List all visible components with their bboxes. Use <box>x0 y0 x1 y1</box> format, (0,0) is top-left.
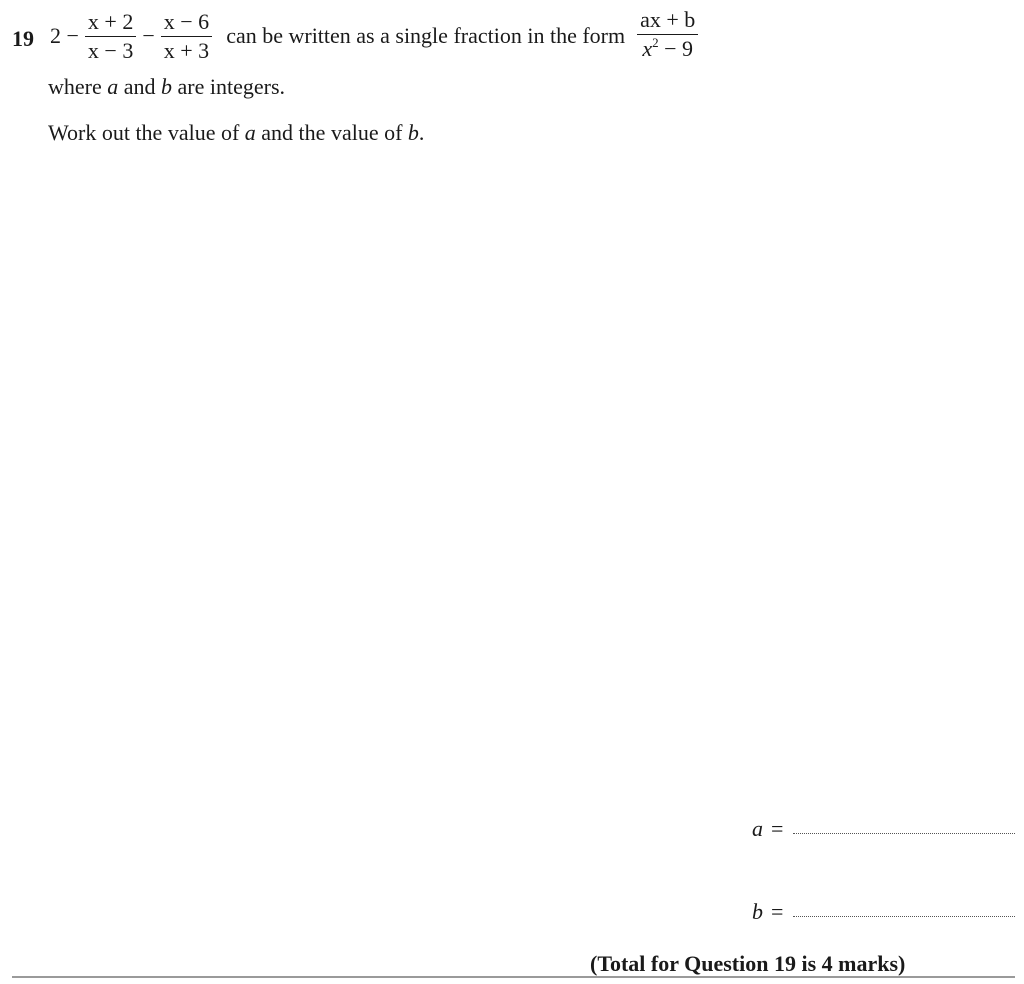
instruction-var-a: a <box>244 120 256 145</box>
form-den-rest: − 9 <box>658 36 694 61</box>
instruction-mid: and the value of <box>255 120 408 145</box>
instruction-prefix: Work out the value of <box>48 120 245 145</box>
answer-a-equals: = <box>771 816 784 841</box>
condition-line <box>48 74 285 100</box>
answer-b-row <box>752 899 1015 925</box>
condition-var-a: a <box>107 74 119 99</box>
fraction-1 <box>85 8 136 65</box>
answer-b-equals: = <box>771 899 784 924</box>
stem-lead: 2 − <box>50 23 79 48</box>
form-den-var: x <box>642 36 653 61</box>
condition-var-b: b <box>161 74 173 99</box>
answer-b-field[interactable] <box>793 915 1015 917</box>
question-stem <box>50 6 704 66</box>
fraction-1-denominator: x − 3 <box>87 37 134 63</box>
form-den-exponent: 2 <box>652 35 659 50</box>
form-fraction <box>637 6 698 66</box>
answer-b-label: b <box>752 899 763 924</box>
footer-rule <box>12 976 1015 978</box>
condition-mid: and <box>118 74 162 99</box>
condition-suffix: are integers. <box>172 74 286 99</box>
condition-prefix: where <box>48 74 108 99</box>
instruction-suffix: . <box>418 120 425 145</box>
fraction-2-denominator: x + 3 <box>163 37 210 63</box>
total-marks: (Total for Question 19 is 4 marks) <box>590 951 906 976</box>
form-denominator <box>639 35 696 66</box>
answer-a-field[interactable] <box>793 832 1015 834</box>
answer-a-row <box>752 816 1015 842</box>
question-number: 19 <box>12 26 34 51</box>
stem-minus: − <box>142 23 155 48</box>
fraction-2 <box>161 8 212 65</box>
instruction-line <box>48 120 424 146</box>
fraction-1-numerator: x + 2 <box>87 8 134 34</box>
stem-text: can be written as a single fraction in the form <box>226 23 626 48</box>
form-numerator: ax + b <box>640 7 696 32</box>
answer-a-label: a <box>752 816 763 841</box>
instruction-var-b: b <box>407 120 419 145</box>
fraction-2-numerator: x − 6 <box>163 8 210 34</box>
